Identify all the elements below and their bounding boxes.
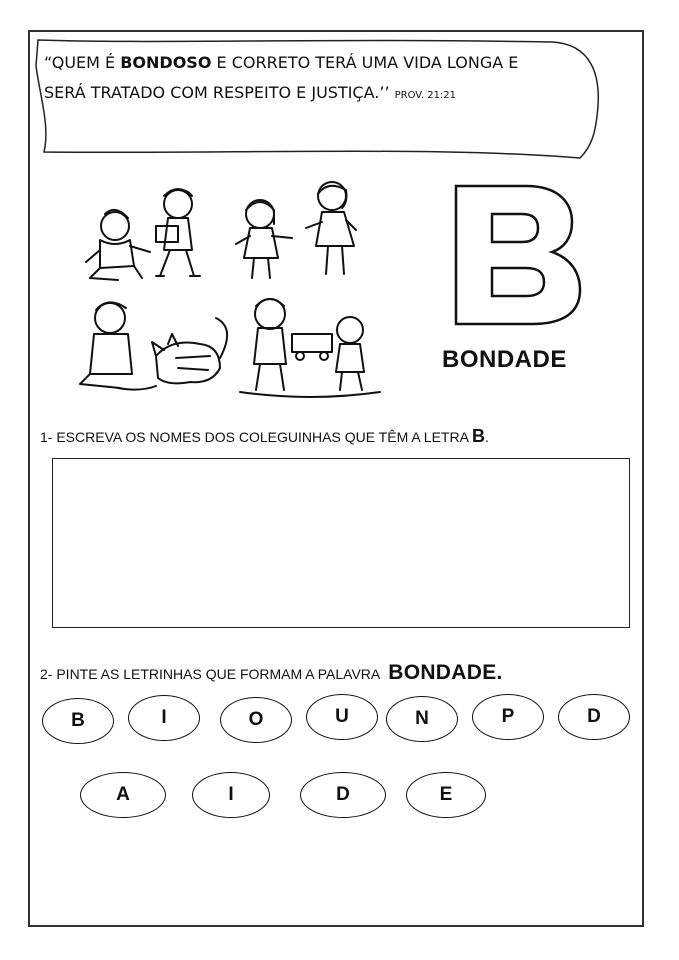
letter-oval[interactable]: N (386, 696, 458, 742)
letter-oval[interactable]: D (558, 694, 630, 740)
letter-b-outline (440, 180, 590, 330)
children-helping-illustration (60, 178, 390, 408)
question-2: 2- PINTE AS LETRINHAS QUE FORMAM A PALAVRA BONDADE. (40, 661, 503, 684)
question-1: 1- ESCREVA OS NOMES DOS COLEGUINHAS QUE TÊM A LETRA B. (40, 426, 489, 446)
letter-oval[interactable]: O (220, 697, 292, 743)
letter-oval[interactable]: U (306, 694, 378, 740)
word-bondade: BONDADE (442, 346, 567, 373)
letter-oval[interactable]: I (128, 695, 200, 741)
quote-bold-word: BONDOSO (120, 53, 212, 72)
question-1-letter: B (472, 426, 486, 446)
quote-reference: PROV. 21:21 (394, 90, 457, 101)
quote-text: “QUEM É BONDOSO E CORRETO TERÁ UMA VIDA LONGA E SERÁ TRATADO COM RESPEITO E JUSTIÇA.’’ PROV. 21:21 (44, 53, 519, 102)
question-2-word: BONDADE. (388, 661, 503, 684)
letter-oval[interactable]: B (42, 698, 114, 744)
letter-oval[interactable]: P (472, 694, 544, 740)
letter-oval[interactable]: I (192, 772, 270, 818)
answer-box[interactable] (52, 458, 630, 628)
letter-oval[interactable]: A (80, 772, 166, 818)
letter-oval[interactable]: E (406, 772, 486, 818)
letter-oval[interactable]: D (300, 772, 386, 818)
